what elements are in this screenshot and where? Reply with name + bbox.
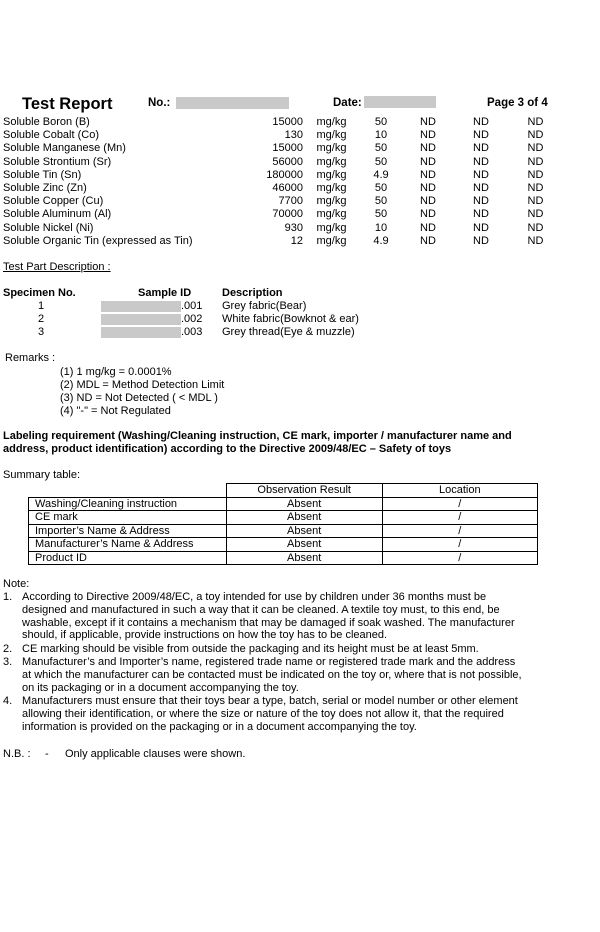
page-number: Page 3 of 4 [487,97,548,109]
results-table [3,116,563,248]
summary-header-result: Observation Result [226,484,382,498]
result-unit: mg/kg [316,168,347,181]
result-limit: 15000 [272,142,303,155]
result-specimen-3: ND [527,116,544,128]
summary-row [29,524,538,538]
note-number: 3. [3,656,13,668]
summary-item: Manufacturer’s Name & Address [29,538,227,552]
summary-result: Absent [226,551,382,565]
sample-id-suffix: .002 [181,313,203,326]
result-row [3,235,563,248]
result-mdl: 10 [374,129,388,142]
note-line: designed and manufactured in such a way that it can be cleaned. A textile toy must, to this end, be [22,603,500,616]
result-specimen-3: ND [527,142,544,155]
result-unit: mg/kg [316,195,347,208]
specimen-description: Grey fabric(Bear) [222,300,307,312]
result-specimen-3: ND [527,234,544,247]
summary-location: / [382,551,537,565]
summary-row [29,551,538,565]
result-specimen-3: ND [527,129,544,142]
remark-item: (3) ND = Not Detected ( < MDL ) [60,392,218,405]
result-specimen-1: ND [420,182,436,195]
summary-header-location: Location [382,484,537,498]
result-specimen-1: ND [420,142,436,155]
redacted-report-no [176,97,289,109]
summary-location: / [382,497,537,511]
result-mdl: 50 [374,116,388,128]
result-mdl: 10 [374,221,388,234]
result-specimen-2: ND [473,116,489,128]
result-limit: 180000 [266,168,303,181]
note-number: 2. [3,643,13,655]
result-name: Soluble Tin (Sn) [3,168,82,181]
result-name: Soluble Organic Tin (expressed as Tin) [3,234,193,247]
specimen-description: White fabric(Bowknot & ear) [222,313,359,326]
result-row [3,156,563,169]
result-limit: 12 [290,234,303,247]
result-specimen-3: ND [527,208,544,221]
result-mdl: 50 [374,142,388,155]
redacted-sample-id [101,327,181,338]
result-specimen-1: ND [420,129,436,142]
result-row [3,222,563,235]
result-specimen-1: ND [420,116,436,128]
summary-item: Washing/Cleaning instruction [29,497,227,511]
note-number: 4. [3,695,13,707]
summary-item: Importer’s Name & Address [29,524,227,538]
remarks-heading: Remarks : [5,352,56,364]
result-specimen-1: ND [420,208,436,221]
result-specimen-2: ND [473,208,489,221]
result-specimen-1: ND [420,221,436,234]
result-row [3,195,563,208]
result-unit: mg/kg [316,142,347,155]
summary-row [29,511,538,525]
result-specimen-3: ND [527,195,544,208]
result-row [3,208,563,221]
result-name: Soluble Nickel (Ni) [3,221,94,234]
labeling-line-1: Labeling requirement (Washing/Cleaning instruction, CE mark, importer / manufacturer name and [3,430,512,442]
summary-header-blank [29,484,227,498]
note-line: According to Directive 2009/48/EC, a toy intended for use by children under 36 months must be [22,591,487,603]
result-row [3,169,563,182]
report-title: Test Report [22,95,113,113]
specimen-no: 1 [38,300,45,312]
result-specimen-2: ND [473,182,489,195]
summary-item: CE mark [29,511,227,525]
result-specimen-1: ND [420,234,436,247]
result-unit: mg/kg [316,182,347,195]
sample-id-suffix: .001 [181,300,203,312]
result-row [3,129,563,142]
result-name: Soluble Copper (Cu) [3,195,104,208]
result-unit: mg/kg [316,129,347,142]
result-name: Soluble Zinc (Zn) [3,182,87,195]
result-unit: mg/kg [316,116,347,128]
result-limit: 70000 [272,208,303,221]
result-name: Soluble Cobalt (Co) [3,129,99,142]
summary-result: Absent [226,538,382,552]
result-specimen-3: ND [527,155,544,168]
result-specimen-2: ND [473,168,489,181]
result-specimen-2: ND [473,221,489,234]
result-mdl: 4.9 [373,168,389,181]
test-part-heading: Test Part Description : [3,261,111,273]
remark-item: (1) 1 mg/kg = 0.0001% [60,366,172,378]
nb-label: N.B. : [3,748,31,760]
redacted-sample-id [101,314,181,325]
result-row [3,142,563,155]
summary-location: / [382,511,537,525]
sample-id-suffix: .003 [181,326,203,339]
report-no-label: No.: [148,97,171,109]
result-unit: mg/kg [316,221,347,234]
summary-heading: Summary table: [3,469,81,481]
note-line: washable, except if it contains a mechanism that may be damaged if soak washed. The manufacturer [22,616,515,629]
result-name: Soluble Strontium (Sr) [3,155,112,168]
redacted-sample-id [101,301,181,312]
note-line: information is provided on the packaging or in a document accompanying the toy. [22,720,417,733]
col-description: Description [222,287,283,299]
nb-dash: - [45,748,49,760]
result-specimen-2: ND [473,129,489,142]
notes-heading: Note: [3,578,30,590]
summary-row [29,497,538,511]
result-specimen-1: ND [420,168,436,181]
redacted-date [364,96,436,108]
result-specimen-1: ND [420,195,436,208]
summary-location: / [382,524,537,538]
result-specimen-1: ND [420,155,436,168]
result-specimen-2: ND [473,234,489,247]
result-name: Soluble Aluminum (Al) [3,208,112,221]
result-specimen-3: ND [527,182,544,195]
result-specimen-2: ND [473,142,489,155]
result-mdl: 50 [374,195,388,208]
result-unit: mg/kg [316,234,347,247]
col-specimen-no: Specimen No. [3,287,76,299]
result-limit: 930 [284,221,303,234]
result-limit: 7700 [278,195,303,208]
result-unit: mg/kg [316,155,347,168]
note-line: should, if applicable, provide instructions on how the toy has to be cleaned. [22,629,388,642]
result-name: Soluble Boron (B) [3,116,90,128]
result-name: Soluble Manganese (Mn) [3,142,126,155]
result-row [3,182,563,195]
remark-item: (4) "-" = Not Regulated [60,405,171,418]
summary-result: Absent [226,524,382,538]
result-limit: 130 [284,129,303,142]
result-limit: 15000 [272,116,303,128]
nb-text: Only applicable clauses were shown. [65,748,246,760]
result-mdl: 50 [374,182,388,195]
remark-item: (2) MDL = Method Detection Limit [60,379,225,392]
specimen-no: 3 [38,326,45,339]
note-number: 1. [3,591,13,603]
summary-row [29,538,538,552]
specimen-description: Grey thread(Eye & muzzle) [222,326,355,339]
note-line: on its packaging or in a document accompanying the toy. [22,681,299,694]
summary-table [28,483,538,565]
result-limit: 46000 [272,182,303,195]
note-line: allowing their identification, or where the size or nature of the toy does not allow it, that the required [22,707,504,720]
labeling-line-2: address, product identification) according to the Directive 2009/48/EC – Safety of toys [3,443,452,455]
note-line: at which the manufacturer can be contacted must be indicated on the toy or, where that is not possible, [22,668,522,681]
result-specimen-2: ND [473,195,489,208]
note-line: Manufacturer’s and Importer’s name, registered trade name or registered trade mark and the address [22,656,516,668]
result-limit: 56000 [272,155,303,168]
report-date-label: Date: [333,97,362,109]
summary-result: Absent [226,497,382,511]
note-line: Manufacturers must ensure that their toys bear a type, batch, serial or model number or other element [22,695,518,707]
result-mdl: 4.9 [373,234,389,247]
summary-item: Product ID [29,551,227,565]
result-specimen-3: ND [527,168,544,181]
result-specimen-2: ND [473,155,489,168]
summary-result: Absent [226,511,382,525]
summary-location: / [382,538,537,552]
result-mdl: 50 [374,155,388,168]
note-line: CE marking should be visible from outside the packaging and its height must be at least 5mm. [22,643,479,655]
result-specimen-3: ND [527,221,544,234]
result-unit: mg/kg [316,208,347,221]
specimen-no: 2 [38,313,45,326]
result-row [3,116,563,129]
col-sample-id: Sample ID [138,287,192,299]
result-mdl: 50 [374,208,388,221]
